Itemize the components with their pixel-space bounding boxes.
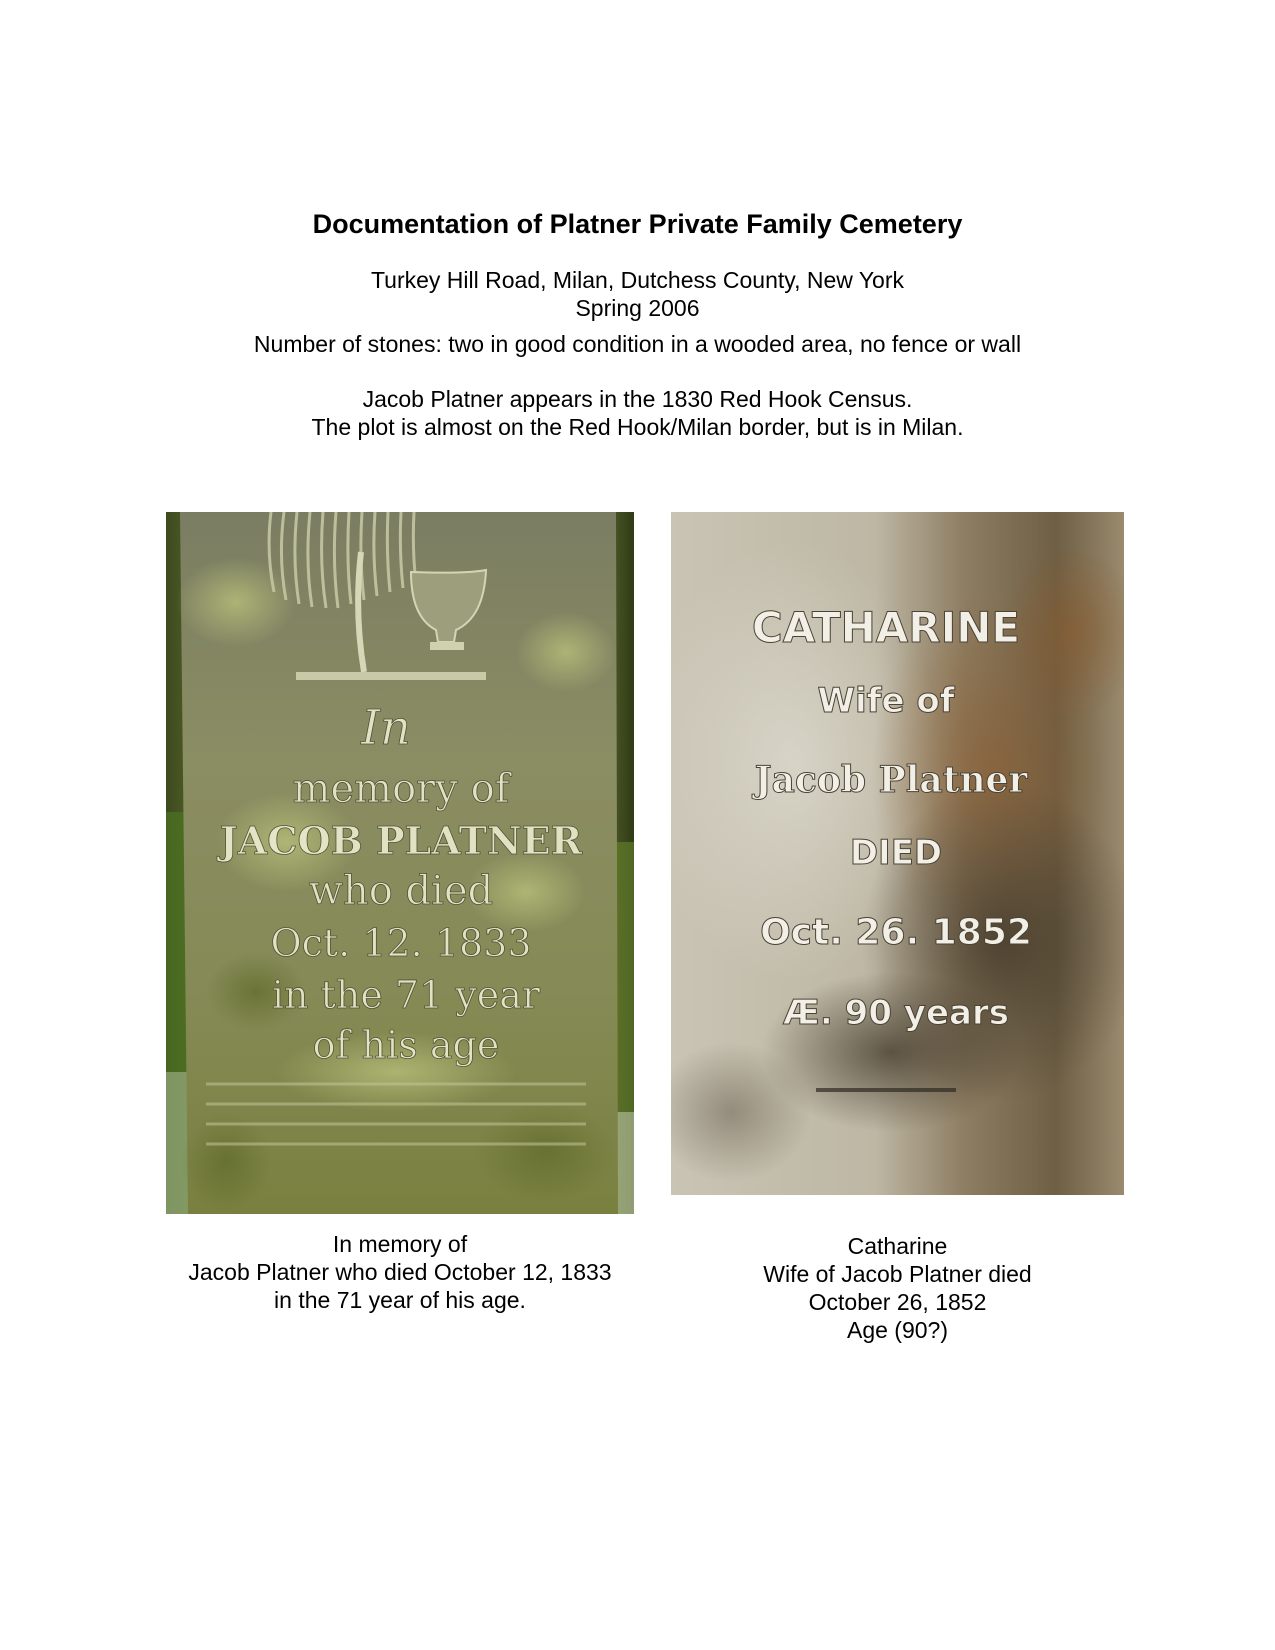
jacob-caption-line-1: In memory of [332,1231,468,1257]
jacob-inscription-line-5: Oct. 12. 1833 [270,921,532,965]
catharine-caption-line-4: Age (90?) [846,1317,948,1343]
jacob-caption-line-2: Jacob Platner who died October 12, 1833 [188,1259,612,1285]
catharine-inscription-line-3: Jacob Platner [754,759,1028,801]
jacob-inscription-line-1: In [361,700,411,756]
census-note: Jacob Platner appears in the 1830 Red Hook Census. [362,386,913,412]
catharine-caption-line-2: Wife of Jacob Platner died [763,1261,1032,1287]
stones-note: Number of stones: two in good condition in a wooded area, no fence or wall [253,331,1022,357]
catharine-inscription-line-6: Æ. 90 years [783,993,1009,1033]
jacob-inscription-line-2: memory of [292,766,510,812]
jacob-caption-line-3: in the 71 year of his age. [274,1287,526,1313]
jacob-caption [166,1230,634,1314]
jacob-inscription-line-6: in the 71 year [271,973,541,1017]
catharine-caption-line-3: October 26, 1852 [808,1289,987,1315]
date-text: Spring 2006 [575,295,700,321]
border-note: The plot is almost on the Red Hook/Milan border, but is in Milan. [311,414,964,440]
jacob-inscription-line-7: of his age [312,1023,500,1067]
catharine-caption [671,1232,1124,1344]
catharine-inscription-line-4: DIED [849,833,943,873]
catharine-inscription-line-5: Oct. 26. 1852 [760,912,1032,953]
catharine-inscription-line-2: Wife of [817,681,955,721]
jacob-headstone-photo [166,512,634,1214]
catharine-caption-line-1: Catharine [847,1233,948,1259]
page-title: Documentation of Platner Private Family Cemetery [312,209,963,239]
location-text: Turkey Hill Road, Milan, Dutchess County, New York [370,267,905,293]
catharine-inscription-line-1: CATHARINE [751,603,1021,652]
jacob-inscription-line-4: who died [308,868,494,914]
jacob-inscription-line-3: JACOB PLATNER [219,818,583,863]
catharine-headstone-photo [671,512,1124,1195]
